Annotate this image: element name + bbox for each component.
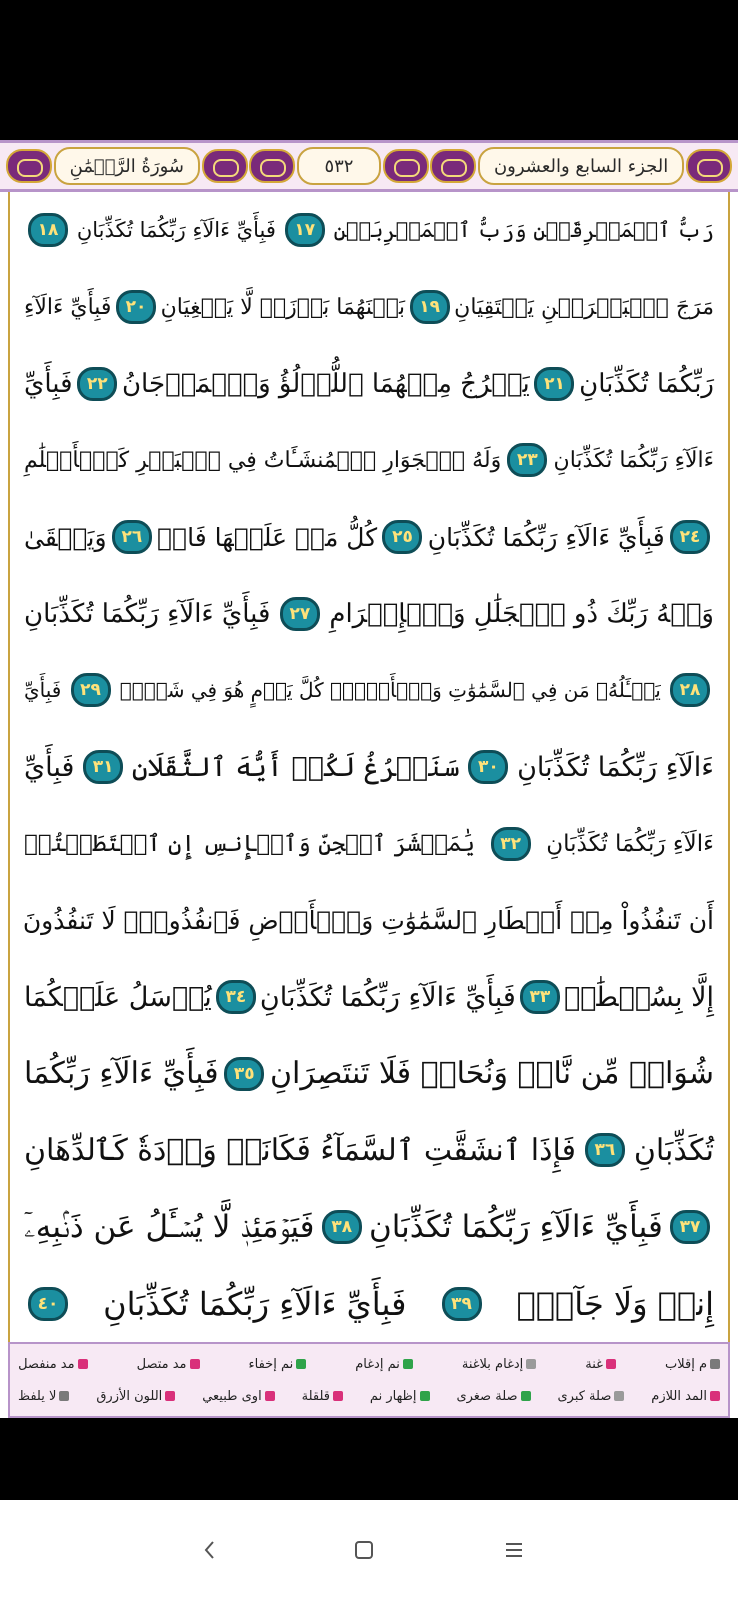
legend-item	[249, 1357, 307, 1372]
verse-text: ءَالَآءِ رَبِّكُمَا تُكَذِّبَانِ	[517, 751, 714, 783]
page-number-cartouche	[297, 147, 381, 185]
verse-line	[24, 655, 714, 725]
ornament-icon	[249, 149, 295, 183]
legend-label: مد منفصل	[18, 1356, 75, 1372]
verse-line	[24, 425, 714, 495]
legend-label: نم إدغام	[355, 1356, 400, 1372]
verse-text: فَبِأَيِّ ءَالَآءِ رَبِّكُمَا تُكَذِّبَانِ	[24, 598, 271, 629]
legend-item	[462, 1357, 536, 1372]
legend-label: غنة	[585, 1356, 603, 1372]
legend-label: صلة صغرى	[456, 1388, 518, 1404]
verse-number-marker: ٢٦	[112, 520, 152, 554]
verse-text: إِلَّا بِسُلۡطَٰنٖ	[563, 981, 714, 1013]
verse-text: فَبِأَيِّ ءَالَآءِ	[24, 294, 112, 320]
verse-text: فَبِأَيِّ ءَالَآءِ رَبِّكُمَا تُكَذِّبَانِ	[368, 1209, 663, 1245]
verse-text: رَبُّ ٱلۡمَشۡرِقَيۡنِ وَرَبُّ ٱلۡمَغۡرِبَيۡنِ	[333, 218, 714, 243]
verse-text: ءَالَآءِ رَبِّكُمَا تُكَذِّبَانِ	[553, 447, 714, 473]
status-bar-area	[0, 0, 738, 140]
verse-number-marker: ٣٣	[520, 980, 560, 1014]
legend-label: إظهار نم	[369, 1388, 417, 1404]
verse-line	[24, 732, 714, 802]
verse-number-marker: ٢٩	[71, 673, 111, 707]
legend-item	[202, 1389, 275, 1404]
verse-number-marker: ٢٨	[670, 673, 710, 707]
legend-label: م إقلاب	[664, 1356, 707, 1372]
ornament-icon	[383, 149, 429, 183]
verse-number-marker: ٢٥	[382, 520, 422, 554]
verse-number-marker: ٢١	[534, 367, 574, 401]
legend-row	[18, 1357, 720, 1372]
verse-number-marker: ٣١	[83, 750, 123, 784]
legend-label: المد اللازم	[651, 1388, 707, 1404]
verse-line	[24, 195, 714, 265]
verse-number-marker: ١٨	[28, 213, 68, 247]
legend-swatch	[78, 1359, 88, 1369]
navigation-bar	[0, 1500, 738, 1600]
verse-number-marker: ٢٤	[670, 520, 710, 554]
legend-swatch	[190, 1359, 200, 1369]
verse-line	[24, 809, 714, 879]
verse-line	[24, 349, 714, 419]
verse-text: فَبِأَيِّ	[24, 751, 75, 783]
verse-text: وَيَبۡقَىٰ	[24, 522, 107, 552]
surah-name: سُورَةُ الرَّحۡمَٰنِ	[69, 155, 185, 177]
verse-number-marker: ٣٦	[585, 1133, 625, 1167]
verse-number-marker: ٢٠	[116, 290, 156, 324]
recents-button[interactable]	[490, 1526, 538, 1574]
verse-text: فَبِأَيِّ ءَالَآءِ رَبِّكُمَا تُكَذِّبَانِ	[427, 522, 665, 552]
verse-number-marker: ٢٧	[280, 597, 320, 631]
verse-number-marker: ٢٣	[507, 443, 547, 477]
verse-line	[24, 885, 714, 955]
juz-name-cartouche	[478, 147, 684, 185]
verse-text: فَبِأَيِّ ءَالَآءِ رَبِّكُمَا	[24, 1056, 219, 1092]
verse-number-marker: ٣٤	[216, 980, 256, 1014]
legend-item	[302, 1389, 343, 1404]
ornament-icon	[686, 149, 732, 183]
verse-line	[24, 1269, 714, 1339]
verse-line	[24, 1039, 714, 1109]
legend-label: لا يلفظ	[18, 1388, 57, 1404]
ornament-icon	[202, 149, 248, 183]
legend-item	[18, 1357, 88, 1372]
verse-number-marker: ٤٠	[28, 1287, 68, 1321]
verse-number-marker: ٣٢	[491, 827, 531, 861]
square-icon	[353, 1539, 375, 1561]
legend-item	[585, 1357, 616, 1372]
verse-text: وَجۡهُ رَبِّكَ ذُو ٱلۡجَلَٰلِ وَٱلۡإِكۡرَامِ	[329, 598, 714, 629]
ornament-icon	[6, 149, 52, 183]
verse-line	[24, 272, 714, 342]
legend-label: اوى طبيعي	[202, 1388, 262, 1404]
legend-label: إدغام بلاغنة	[461, 1356, 524, 1372]
chevron-left-icon	[199, 1539, 221, 1561]
legend-swatch	[710, 1391, 720, 1401]
verse-text: يَسۡـَٔلُهُۥ مَن فِي ٱلسَّمَٰوَٰتِ وَٱلۡأَرۡضِۚ كُلَّ يَوۡمٍ هُوَ فِي شَأۡنٖ	[119, 678, 661, 703]
legend-swatch	[265, 1391, 275, 1401]
juz-name: الجزء السابع والعشرون	[493, 155, 669, 177]
legend-item	[370, 1389, 430, 1404]
verse-text: كُلُّ مَنۡ عَلَيۡهَا فَانٖ	[157, 522, 378, 552]
verse-text: أَن تَنفُذُواْ مِنۡ أَقۡطَارِ ٱلسَّمَٰوَٰتِ وَٱلۡأَرۡضِ فَٱنفُذُواْۚ لَا تَنفُذُونَ	[22, 905, 714, 935]
verse-number-marker: ٣٥	[224, 1057, 264, 1091]
verse-text: شُوَاظٞ مِّن نَّارٖ وَنُحَاسٞ فَلَا تَنتَصِرَانِ	[269, 1056, 714, 1092]
verse-line	[24, 962, 714, 1032]
ornament-icon	[430, 149, 476, 183]
legend-swatch	[296, 1359, 306, 1369]
legend-label: اللون الأزرق	[96, 1388, 163, 1404]
legend-item	[18, 1389, 69, 1404]
verse-number-marker: ٣٧	[670, 1210, 710, 1244]
verse-text: إِنسٞ وَلَا جَآنّٞ	[516, 1284, 714, 1323]
legend-swatch	[614, 1391, 624, 1401]
verse-text: يَخۡرُجُ مِنۡهُمَا ٱللُّؤۡلُؤُ وَٱلۡمَرۡجَانُ	[121, 368, 530, 399]
verse-text: تُكَذِّبَانِ	[633, 1132, 714, 1168]
verse-text: فَبِأَيِّ	[24, 368, 73, 399]
verse-text: رَبِّكُمَا تُكَذِّبَانِ	[579, 368, 714, 399]
legend-swatch	[526, 1359, 536, 1369]
verse-text: وَلَهُ ٱلۡجَوَارِ ٱلۡمُنشَـَٔاتُ فِي ٱلۡبَحۡرِ كَٱلۡأَعۡلَٰمِ	[24, 447, 502, 473]
verse-text: فَبِأَيِّ	[24, 678, 62, 703]
page-header	[0, 140, 738, 192]
legend-item	[355, 1357, 413, 1372]
legend-label: قلقلة	[301, 1388, 330, 1404]
legend-item	[665, 1357, 720, 1372]
bottom-black-area	[0, 1418, 738, 1500]
verse-number-marker: ١٩	[410, 290, 450, 324]
verse-text: بَيۡنَهُمَا بَرۡزَخٞ لَّا يَبۡغِيَانِ	[160, 294, 406, 320]
legend-swatch	[165, 1391, 175, 1401]
verse-number-marker: ١٧	[285, 213, 325, 247]
legend-item	[137, 1357, 200, 1372]
legend-swatch	[59, 1391, 69, 1401]
verse-line	[24, 579, 714, 649]
verse-number-marker: ٣٠	[468, 750, 508, 784]
quran-page	[8, 192, 730, 1342]
verse-text: يُرۡسَلُ عَلَيۡكُمَا	[24, 981, 212, 1013]
legend-label: مد متصل	[136, 1356, 187, 1372]
verse-text: سَنَفۡرُغُ لَكُمۡ أَيُّهَ ٱلثَّقَلَانِ	[131, 751, 460, 783]
back-button[interactable]	[186, 1526, 234, 1574]
legend-item	[651, 1389, 720, 1404]
legend-swatch	[403, 1359, 413, 1369]
tajweed-legend	[8, 1342, 730, 1418]
verse-text: فَبِأَيِّ ءَالَآءِ رَبِّكُمَا تُكَذِّبَانِ	[103, 1284, 407, 1323]
three-lines-icon	[503, 1539, 525, 1561]
page-number: ٥٣٢	[324, 155, 354, 177]
verse-number-marker: ٣٩	[442, 1287, 482, 1321]
legend-swatch	[521, 1391, 531, 1401]
home-button[interactable]	[340, 1526, 388, 1574]
verse-line	[24, 502, 714, 572]
legend-label: صلة كبرى	[557, 1388, 612, 1404]
legend-item	[557, 1389, 624, 1404]
verse-line	[24, 1192, 714, 1262]
legend-row	[18, 1389, 720, 1404]
legend-swatch	[420, 1391, 430, 1401]
verse-number-marker: ٢٢	[77, 367, 117, 401]
verse-text: فَبِأَيِّ ءَالَآءِ رَبِّكُمَا تُكَذِّبَانِ	[76, 218, 276, 243]
verse-number-marker: ٣٨	[322, 1210, 362, 1244]
legend-label: نم إخفاء	[248, 1356, 294, 1372]
legend-item	[456, 1389, 530, 1404]
verse-text: فَبِأَيِّ ءَالَآءِ رَبِّكُمَا تُكَذِّبَانِ	[259, 981, 516, 1013]
legend-swatch	[606, 1359, 616, 1369]
legend-swatch	[710, 1359, 720, 1369]
verse-text: ءَالَآءِ رَبِّكُمَا تُكَذِّبَانِ	[546, 830, 714, 857]
legend-swatch	[333, 1391, 343, 1401]
verse-text: مَرَجَ ٱلۡبَحۡرَيۡنِ يَلۡتَقِيَانِ	[454, 294, 714, 320]
verse-text: فَإِذَا ٱنشَقَّتِ ٱلسَّمَآءُ فَكَانَتۡ وَرۡدَةٗ كَٱلدِّهَانِ	[24, 1132, 576, 1168]
surah-name-cartouche	[54, 147, 200, 185]
verse-line	[24, 1115, 714, 1185]
verse-text: يَٰمَعۡشَرَ ٱلۡجِنِّ وَٱلۡإِنسِ إِنِ ٱسۡتَطَعۡتُمۡ	[24, 830, 475, 857]
verse-text: فَيَوۡمَئِذٖ لَّا يُسۡـَٔلُ عَن ذَنۢبِهِۦٓ	[24, 1208, 315, 1245]
legend-item	[96, 1389, 175, 1404]
